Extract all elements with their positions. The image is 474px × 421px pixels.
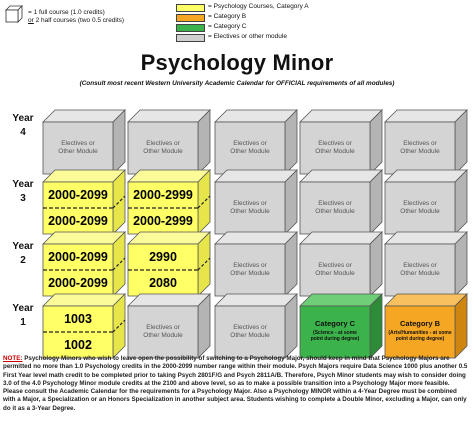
year3-elective-block-3-label-line1: Electives or (403, 200, 437, 207)
year3-psych-block-1-code-top: 2000-2099 (48, 188, 108, 202)
year2-elective-block-1-label-line2: Other Module (230, 270, 270, 277)
year1-elective-block-1 (128, 294, 210, 358)
year4-elective-block-2-label-line2: Other Module (143, 148, 183, 155)
year4-elective-block-3-top-face (215, 110, 297, 122)
year1-psych-block-1-code-top: 1003 (64, 312, 92, 326)
year3-psych-block-2-code-bottom: 2000-2999 (133, 214, 193, 228)
year1-psych-block-1-code-bottom: 1002 (64, 338, 92, 352)
year-1-word: Year (12, 303, 34, 314)
year-label-2 (7, 240, 39, 268)
year4-elective-block-3-label-line1: Electives or (233, 140, 267, 147)
year2-psych-block-1 (43, 232, 125, 296)
year3-elective-block-3-label-line2: Other Module (400, 208, 440, 215)
page-title: Psychology Minor (140, 50, 334, 75)
year3-elective-block-3-top-face (385, 170, 467, 182)
year4-elective-block-4-label-line2: Other Module (315, 148, 355, 155)
year1-elective-block-1-label-line2: Other Module (143, 332, 183, 339)
year1-category-c-block-top-face (300, 294, 382, 306)
year4-elective-block-2-label-line1: Electives or (146, 140, 180, 147)
year2-elective-block-1-top-face (215, 232, 297, 244)
year4-elective-block-4-top-face (300, 110, 382, 122)
legend-swatch-category-a (176, 4, 205, 12)
year-3-word: Year (12, 179, 34, 190)
year4-elective-block-2 (128, 110, 210, 174)
legend-swatch-electives (176, 34, 205, 42)
year2-elective-block-3 (385, 232, 467, 296)
year1-elective-block-2 (215, 294, 297, 358)
year4-elective-block-1 (43, 110, 125, 174)
page-subtitle: (Consult most recent Western University Academic Calendar for OFFICIAL requirements of all modules) (79, 80, 395, 87)
year2-psych-block-2-top-face (128, 232, 210, 244)
year2-elective-block-1 (215, 232, 297, 296)
legend-or: or (28, 17, 34, 24)
legend-swatch-category-b (176, 14, 205, 22)
year3-elective-block-1-label-line2: Other Module (230, 208, 270, 215)
note-text: Psychology Minors who wish to leave open the possibility of switching to a Psychology Major, should keep in mind that Psychology Majors are permitted no more than 1.0 Psychology credits in the 2000-2099 number range within their module. Psych Majors require Data Science 1000 plus another 0.5 First Year level math credit to be completed prior to taking Psych 2801F/G and Psych 2811A/B. Therefore, Psych Minor students may wish to consider doing 3.0 of the 4.0 Psychology Minor module credits at the 2100 and above level, so as to make a possible transition into a Psychology Major more feasible. Please consult the Academic Calendar for the requirements for a Psychology Major. Also a Psychology MINOR within a 4-Year Degree must be combined with a Major, a Specialization or an Honors Specialization in another subject area. Students wishing to complete a Double Minor, excluding a Major, can only do it as a 3-Year Degree. (3, 355, 468, 412)
year1-category-b-block-sub1: (Arts/Humanities - at some (388, 330, 452, 336)
legend-label-category-c: = Category C (208, 23, 247, 30)
year3-elective-block-3 (385, 170, 467, 234)
legend-cube-line2 (28, 17, 124, 25)
year1-category-b-block-title: Category B (399, 319, 440, 328)
year4-elective-block-2-top-face (128, 110, 210, 122)
legend-cube-line1: = 1 full course (1.0 credits) (28, 9, 105, 16)
year3-elective-block-1-label-line1: Electives or (233, 200, 267, 207)
year-1-number: 1 (20, 317, 26, 328)
year3-psych-block-2-code-top: 2000-2999 (133, 188, 193, 202)
year2-elective-block-2-label-line2: Other Module (315, 270, 355, 277)
year1-elective-block-2-top-face (215, 294, 297, 306)
year1-elective-block-2-label-line1: Electives or (233, 324, 267, 331)
legend-cube-text (28, 9, 124, 25)
year3-psych-block-2-top-face (128, 170, 210, 182)
year-label-1 (7, 302, 39, 330)
year1-psych-block-1-top-face (43, 294, 125, 306)
year4-elective-block-3 (215, 110, 297, 174)
year4-elective-block-1-label-line2: Other Module (58, 148, 98, 155)
year2-psych-block-1-top-face (43, 232, 125, 244)
note-paragraph (3, 355, 471, 413)
legend-label-electives: = Electives or other module (208, 33, 287, 40)
year-4-word: Year (12, 113, 34, 124)
year-label-4 (7, 112, 39, 140)
year-2-word: Year (12, 241, 34, 252)
year3-psych-block-1-top-face (43, 170, 125, 182)
year4-elective-block-1-label-line1: Electives or (61, 140, 95, 147)
year2-elective-block-2-label-line1: Electives or (318, 262, 352, 269)
legend-cube-icon (4, 4, 24, 24)
year3-elective-block-1 (215, 170, 297, 234)
year4-elective-block-1-top-face (43, 110, 125, 122)
year2-elective-block-3-label-line2: Other Module (400, 270, 440, 277)
year1-category-b-block-top-face (385, 294, 467, 306)
year1-elective-block-1-top-face (128, 294, 210, 306)
year2-psych-block-2-code-bottom: 2080 (149, 276, 177, 290)
year1-elective-block-1-label-line1: Electives or (146, 324, 180, 331)
year3-elective-block-2-top-face (300, 170, 382, 182)
legend-label-category-a: = Psychology Courses, Category A (208, 3, 309, 10)
year-4-number: 4 (20, 127, 26, 138)
year2-elective-block-2 (300, 232, 382, 296)
year4-elective-block-3-label-line2: Other Module (230, 148, 270, 155)
year4-elective-block-5-label-line1: Electives or (403, 140, 437, 147)
year3-psych-block-1-code-bottom: 2000-2099 (48, 214, 108, 228)
legend-cube-line2-rest: 2 half courses (two 0.5 credits) (33, 17, 125, 24)
year4-elective-block-4 (300, 110, 382, 174)
year3-elective-block-2-label-line2: Other Module (315, 208, 355, 215)
year3-elective-block-2 (300, 170, 382, 234)
year3-elective-block-1-top-face (215, 170, 297, 182)
year2-psych-block-2-code-top: 2990 (149, 250, 177, 264)
year2-elective-block-3-top-face (385, 232, 467, 244)
year1-category-c-block-sub2: point during degree) (310, 336, 360, 342)
year1-psych-block-1 (43, 294, 125, 358)
year3-elective-block-2-label-line1: Electives or (318, 200, 352, 207)
year-2-number: 2 (20, 255, 26, 266)
year4-elective-block-5 (385, 110, 467, 174)
year1-category-b-block-sub2: point during degree) (395, 336, 445, 342)
legend-swatch-category-c (176, 24, 205, 32)
year2-elective-block-1-label-line1: Electives or (233, 262, 267, 269)
year-3-number: 3 (20, 193, 26, 204)
year2-psych-block-2 (128, 232, 210, 296)
year2-psych-block-1-code-top: 2000-2099 (48, 250, 108, 264)
year2-psych-block-1-code-bottom: 2000-2099 (48, 276, 108, 290)
legend-label-category-b: = Category B (208, 13, 247, 20)
year3-psych-block-2 (128, 170, 210, 234)
year4-elective-block-5-label-line2: Other Module (400, 148, 440, 155)
year4-elective-block-5-top-face (385, 110, 467, 122)
year3-psych-block-1 (43, 170, 125, 234)
year1-elective-block-2-label-line2: Other Module (230, 332, 270, 339)
year-label-3 (7, 178, 39, 206)
year4-elective-block-4-label-line1: Electives or (318, 140, 352, 147)
year2-elective-block-3-label-line1: Electives or (403, 262, 437, 269)
year1-category-b-block (385, 294, 467, 358)
note-label: NOTE: (3, 355, 23, 362)
legend (0, 0, 474, 48)
year2-elective-block-2-top-face (300, 232, 382, 244)
year1-category-c-block-sub1: (Science - at some (313, 330, 357, 336)
year1-category-c-block-title: Category C (314, 319, 355, 328)
year1-category-c-block (300, 294, 382, 358)
